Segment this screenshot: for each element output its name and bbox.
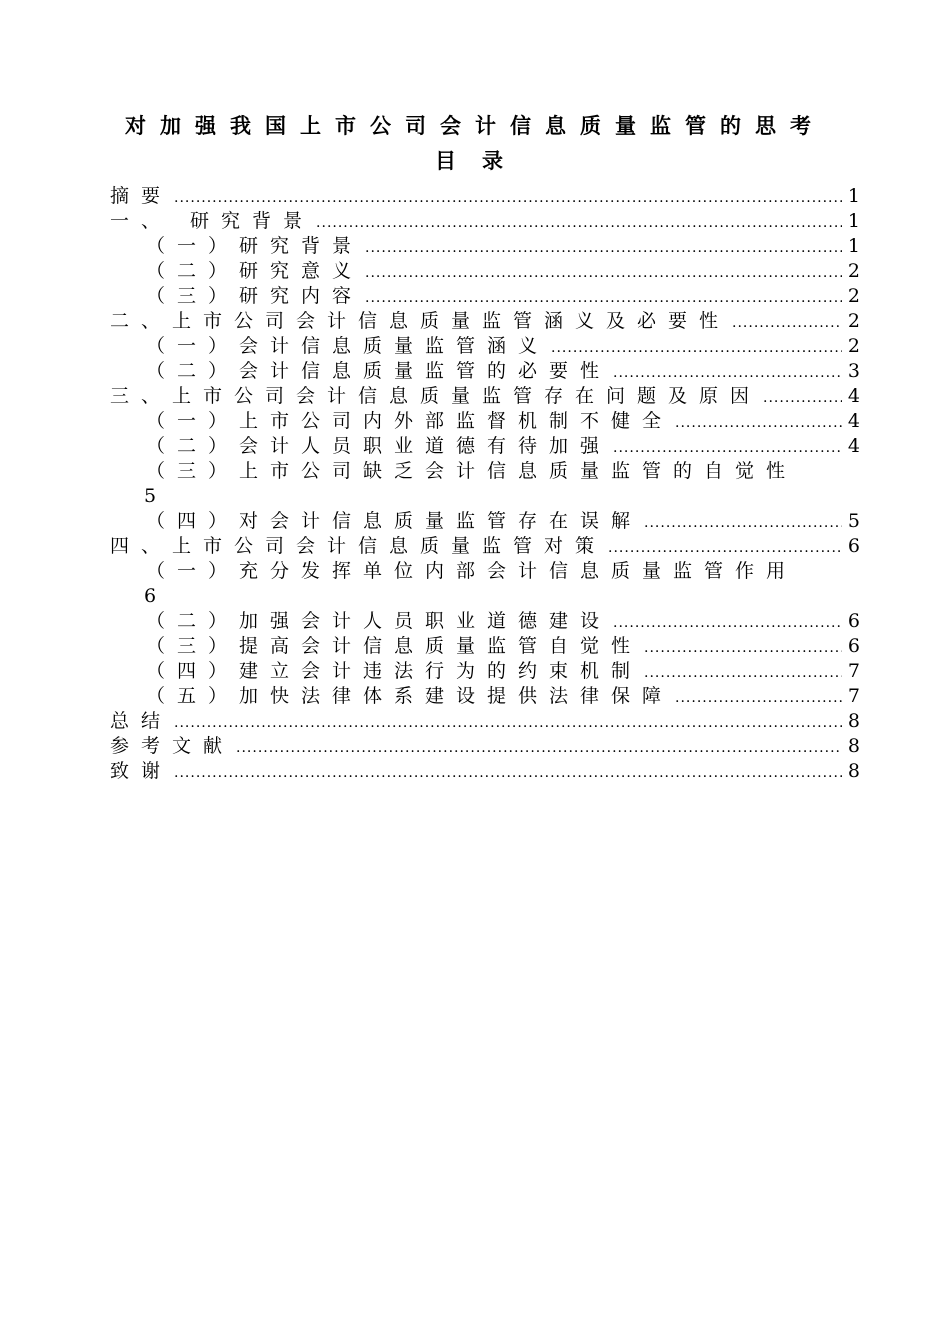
toc-leader-dots [611, 437, 842, 459]
toc-leader-dots [606, 537, 842, 559]
toc-entry-label: 总结 [110, 710, 173, 732]
toc-leader-dots [172, 762, 842, 784]
toc-page-number: 4 [847, 385, 860, 407]
toc-entry-label: （一）充分发挥单位内部会计信息质量监管作用 [146, 560, 798, 582]
toc-leader-dots [314, 212, 842, 234]
table-of-contents [110, 184, 860, 784]
toc-page-number: 3 [847, 360, 860, 382]
toc-entry-label: （四）对会计信息质量监管存在误解 [146, 510, 643, 532]
toc-entry-section-1-2[interactable] [110, 259, 860, 284]
toc-leader-dots [642, 512, 842, 534]
toc-entry-label: （一）研究背景 [146, 235, 364, 257]
toc-page-number: 4 [847, 410, 860, 432]
toc-page-number: 6 [847, 635, 860, 657]
toc-entry-label: （二）会计人员职业道德有待加强 [146, 435, 612, 457]
toc-page-number: 2 [847, 260, 860, 282]
toc-page-number: 6 [847, 535, 860, 557]
toc-entry-acknowledgements[interactable] [110, 759, 860, 784]
toc-entry-section-4-1[interactable] [110, 559, 860, 609]
toc-page-number: 5 [144, 485, 157, 507]
toc-page-number: 7 [847, 660, 860, 682]
toc-page-number: 4 [847, 435, 860, 457]
toc-entry-section-1-1[interactable] [110, 234, 860, 259]
toc-entry-section-3-3[interactable] [110, 459, 860, 509]
toc-page-number: 6 [144, 585, 157, 607]
toc-entry-label: 二、上市公司会计信息质量监管涵义及必要性 [110, 310, 731, 332]
toc-entry-section-2-2[interactable] [110, 359, 860, 384]
toc-page-number: 8 [847, 710, 860, 732]
toc-entry-label: （一）会计信息质量监管涵义 [146, 335, 550, 357]
toc-page-number: 1 [847, 185, 860, 207]
toc-entry-summary[interactable] [110, 709, 860, 734]
toc-entry-label: （三）上市公司缺乏会计信息质量监管的自觉性 [146, 460, 798, 482]
toc-leader-dots [549, 337, 842, 359]
toc-entry-section-4-4[interactable] [110, 659, 860, 684]
toc-entry-label: （三）提高会计信息质量监管自觉性 [146, 635, 643, 657]
toc-entry-label: （四）建立会计违法行为的约束机制 [146, 660, 643, 682]
toc-entry-label: 摘要 [110, 185, 173, 207]
toc-page-number: 2 [847, 310, 860, 332]
toc-entry-label: 参考文献 [110, 735, 235, 757]
toc-entry-section-3-4[interactable] [110, 509, 860, 534]
toc-entry-label: （五）加快法律体系建设提供法律保障 [146, 685, 674, 707]
toc-entry-label: 三、上市公司会计信息质量监管存在问题及原因 [110, 385, 762, 407]
toc-leader-dots [172, 712, 842, 734]
document-title: 对加强我国上市公司会计信息质量监管的思考 [125, 113, 825, 138]
toc-leader-dots [761, 387, 842, 409]
toc-leader-dots [673, 412, 842, 434]
toc-entry-references[interactable] [110, 734, 860, 759]
toc-page-number: 5 [847, 510, 860, 532]
toc-entry-label: 四、上市公司会计信息质量监管对策 [110, 535, 607, 557]
toc-entry-abstract[interactable] [110, 184, 860, 209]
toc-page-number: 2 [847, 335, 860, 357]
toc-entry-section-3[interactable] [110, 384, 860, 409]
toc-page-number: 1 [847, 235, 860, 257]
toc-leader-dots [642, 662, 842, 684]
toc-page-number: 8 [847, 735, 860, 757]
toc-leader-dots [673, 687, 842, 709]
toc-page-number: 7 [847, 685, 860, 707]
toc-leader-dots [363, 237, 842, 259]
toc-entry-section-4-2[interactable] [110, 609, 860, 634]
toc-entry-label: 一、 研究背景 [110, 210, 315, 232]
toc-entry-section-3-2[interactable] [110, 434, 860, 459]
toc-entry-label: 致谢 [110, 760, 173, 782]
toc-entry-label: （二）会计信息质量监管的必要性 [146, 360, 612, 382]
toc-page-number: 6 [847, 610, 860, 632]
toc-leader-dots [611, 612, 842, 634]
toc-entry-label: （二）加强会计人员职业道德建设 [146, 610, 612, 632]
toc-entry-section-1-3[interactable] [110, 284, 860, 309]
toc-leader-dots [172, 187, 842, 209]
toc-entry-label: （一）上市公司内外部监督机制不健全 [146, 410, 674, 432]
toc-leader-dots [363, 287, 842, 309]
toc-entry-label: （二）研究意义 [146, 260, 364, 282]
toc-heading: 目录 [435, 148, 529, 173]
toc-entry-section-1[interactable] [110, 209, 860, 234]
toc-leader-dots [642, 637, 842, 659]
toc-entry-section-4-3[interactable] [110, 634, 860, 659]
toc-entry-section-2-1[interactable] [110, 334, 860, 359]
toc-entry-section-2[interactable] [110, 309, 860, 334]
toc-entry-label: （三）研究内容 [146, 285, 364, 307]
toc-entry-section-4-5[interactable] [110, 684, 860, 709]
toc-entry-section-3-1[interactable] [110, 409, 860, 434]
toc-leader-dots [730, 312, 842, 334]
toc-leader-dots [611, 362, 842, 384]
toc-page-number: 2 [847, 285, 860, 307]
toc-page-number: 8 [847, 760, 860, 782]
toc-page-number: 1 [847, 210, 860, 232]
toc-leader-dots [234, 737, 842, 759]
toc-leader-dots [363, 262, 842, 284]
toc-entry-section-4[interactable] [110, 534, 860, 559]
